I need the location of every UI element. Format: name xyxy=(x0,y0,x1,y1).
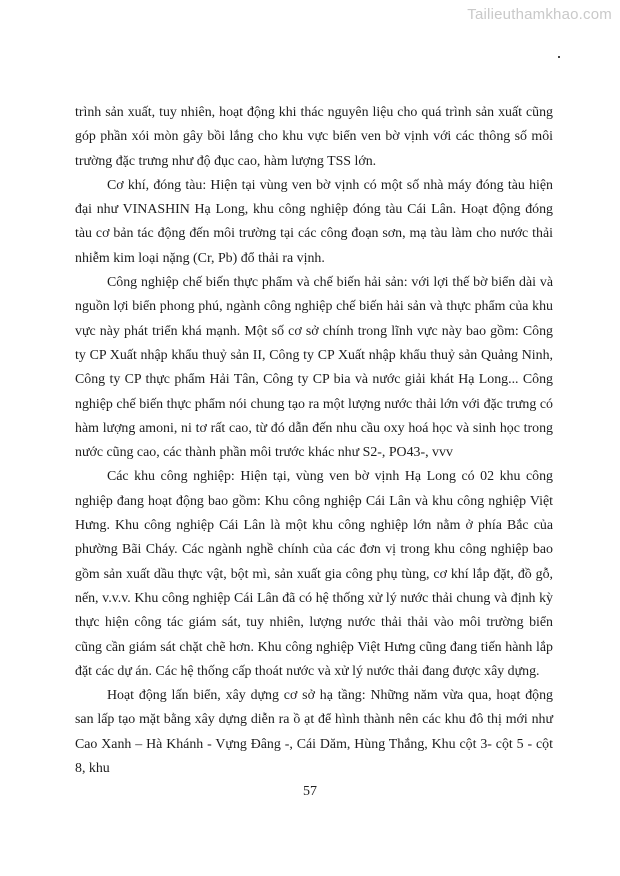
page-body xyxy=(75,101,553,781)
watermark-text: Tailieuthamkhao.com xyxy=(467,6,612,23)
paragraph-food-processing: Công nghiệp chế biến thực phẩm và chế biến hải sản: với lợi thế bờ biển dài và nguồn lợi biển phong phú, ngành công nghiệp chế biến hải sản và thực phẩm của khu vực này phát triển khá mạnh. Một số cơ sở chính trong lĩnh vực này bao gồm: Công ty CP Xuất nhập khẩu thuỷ sản II, Công ty CP Xuất nhập khẩu thuỷ sản Quảng Ninh, Công ty CP thực phẩm Hải Tân, Công ty CP bia và nước giải khát Hạ Long... Công nghiệp chế biến thực phẩm nói chung tạo ra một lượng nước thải lớn với đặc trưng có hàm lượng amoni, ni tơ rất cao, từ đó dẫn đến nhu cầu oxy hoá học và sinh học trong nước cũng cao, các thành phần môi trước khác như S2-, PO43-, vvv xyxy=(75,275,553,461)
page-number: 57 xyxy=(303,784,317,799)
paragraph-continuation: trình sản xuất, tuy nhiên, hoạt động khi thác nguyên liệu cho quá trình sản xuất cũng góp phần xói mòn gây bồi lắng cho khu vực biển ven bờ vịnh với các thông số môi trường đặc trưng như độ đục cao, hàm lượng TSS lớn. xyxy=(75,105,553,169)
paragraph-industrial-zones: Các khu công nghiệp: Hiện tại, vùng ven bờ vịnh Hạ Long có 02 khu công nghiệp đang hoạt động bao gồm: Khu công nghiệp Cái Lân và khu công nghiệp Việt Hưng. Khu công nghiệp Cái Lân là một khu công nghiệp lớn nằm ở phía Bắc của phường Bãi Cháy. Các ngành nghề chính của các đơn vị trong khu công nghiệp bao gồm sản xuất dầu thực vật, bột mì, sản xuất gia công phụ tùng, cơ khí lắp đặt, đồ gỗ, nến, v.v.v. Khu công nghiệp Cái Lân đã có hệ thống xử lý nước thải chung và định kỳ thực hiện công tác giám sát, tuy nhiên, lượng nước thải thải vào môi trường biển cũng cần giám sát chặt chẽ hơn. Khu công nghiệp Việt Hưng cũng đang tiến hành lắp đặt các dự án. Các hệ thống cấp thoát nước và xử lý nước thải đang được xây dựng. xyxy=(75,469,553,679)
paragraph-land-reclamation: Hoạt động lấn biển, xây dựng cơ sở hạ tầng: Những năm vừa qua, hoạt động san lấp tạo mặt bằng xây dựng diễn ra ồ ạt để hình thành nên các khu đô thị mới như Cao Xanh – Hà Khánh - Vựng Đâng -, Cái Dăm, Hùng Thắng, Khu cột 3- cột 5 - cột 8, khu xyxy=(75,688,553,777)
paragraph-shipbuilding: Cơ khí, đóng tàu: Hiện tại vùng ven bờ vịnh có một số nhà máy đóng tàu hiện đại như VINASHIN Hạ Long, khu công nghiệp đóng tàu Cái Lân. Hoạt động đóng tàu cơ bản tác động đến môi trường tại các công đoạn sơn, mạ tàu làm cho nước thải nhiễm kim loại nặng (Cr, Pb) đổ thải ra vịnh. xyxy=(75,177,553,266)
scan-speck xyxy=(558,56,560,58)
